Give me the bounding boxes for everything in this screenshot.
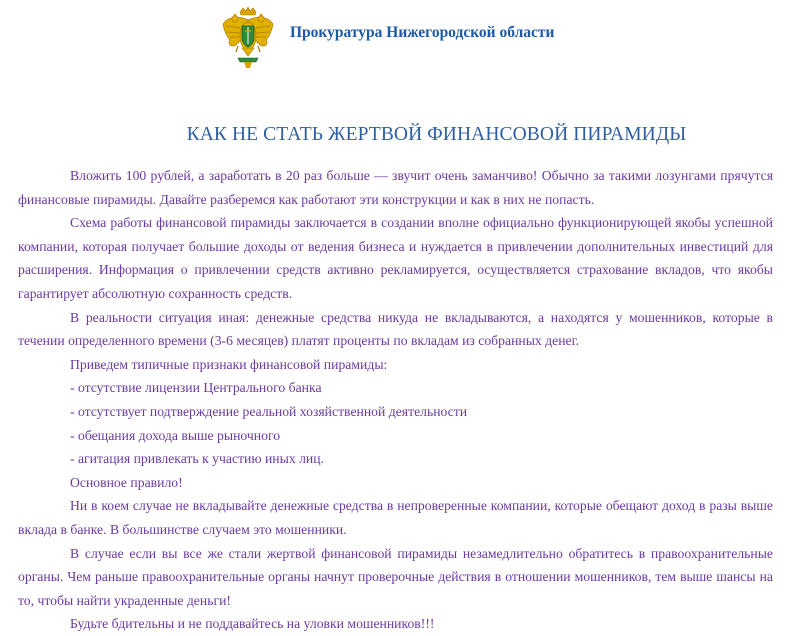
prosecutor-emblem-icon [220,6,276,70]
list-item-no-activity: - отсутствует подтверждение реальной хозяйственной деятельности [70,403,468,419]
paragraph-intro: Вложить 100 рублей, а заработать в 20 раз больше — звучит очень заманчиво! Обычно за такими лозунгами прячутся финансовые пирамиды. Давайте разберемся как работают эти конструкции и как в них не попасть. [18,168,773,207]
paragraph-closing: Будьте бдительны и не поддавайтесь на уловки мошенников!!! [70,616,435,632]
paragraph-reality: В реальности ситуация иная: денежные средства никуда не вкладываются, а находятся у мошенников, которые в течении определенного времени (3-6 месяцев) платят проценты по вкладам из собранных денег. [18,309,773,349]
paragraph-warning: Ни в коем случае не вкладывайте денежные средства в непроверенные компании, которые обещают доход в разы выше вклада в банке. В большинстве случаем это мошенники. [18,498,773,537]
paragraph-signs-intro: Приведем типичные признаки финансовой пирамиды: [70,356,388,372]
organization-name: Прокуратура Нижегородской области [290,24,555,41]
paragraph-main-rule: Основное правило! [70,474,183,490]
article-title: КАК НЕ СТАТЬ ЖЕРТВОЙ ФИНАНСОВОЙ ПИРАМИДЫ [186,124,687,145]
paragraph-scheme: Схема работы финансовой пирамиды заключается в создании вполне официально функционирующей якобы успешной компании, которая получает большие доходы от ведения бизнеса и нуждается в привлечении дополнительных инвестиций для расширения. Информация о привлечении средств активно рекламируется, осуществляется страхование вкладов, что якобы гарантирует абсолютную сохранность средств. [18,215,773,301]
page-header [220,6,554,70]
list-item-no-license: - отсутствие лицензии Центрального банка [70,380,322,396]
list-item-recruiting: - агитация привлекать к участию иных лиц. [70,451,324,467]
paragraph-victim-advice: В случае если вы все же стали жертвой финансовой пирамиды незамедлительно обратитесь в правоохранительные органы. Чем раньше правоохранительные органы начнут проверочные действия в отношении мошенников, тем выше шансы на то, чтобы найти украденные деньги! [18,545,773,608]
article-body [18,164,773,636]
list-item-high-income: - обещания дохода выше рыночного [70,427,281,443]
